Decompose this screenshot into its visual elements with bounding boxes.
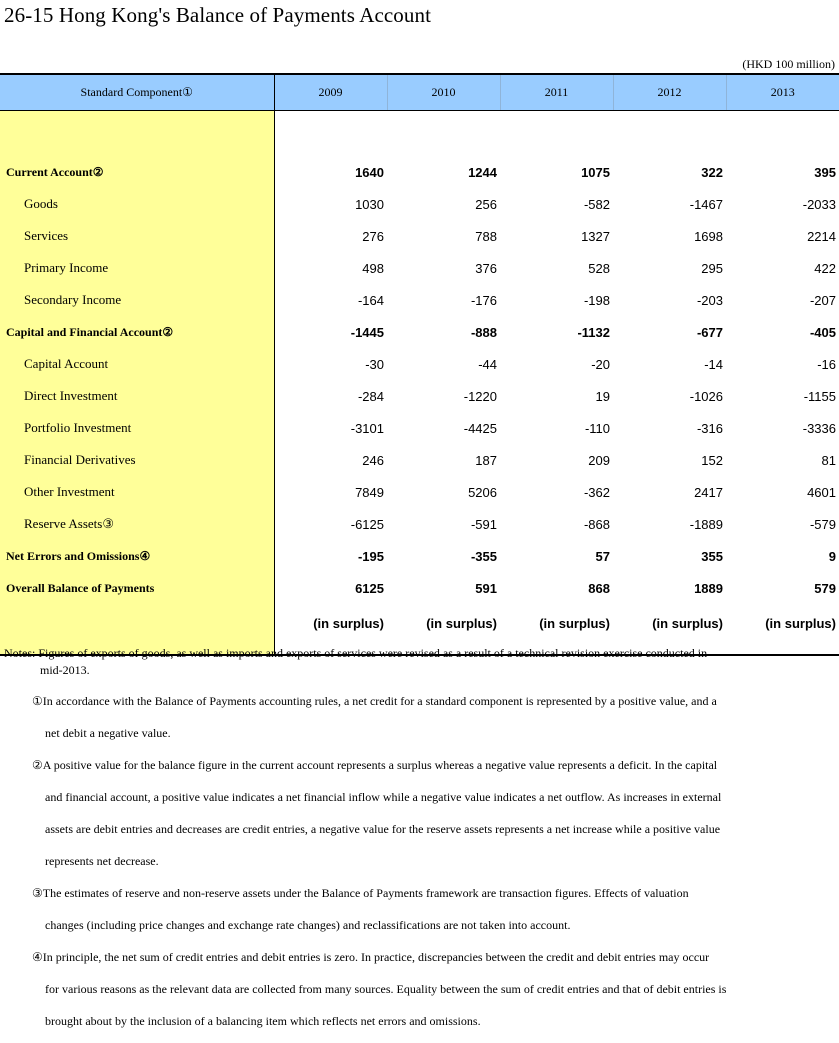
cell-value: -355 — [470, 548, 497, 564]
cell-value: -30 — [365, 356, 384, 372]
table-row — [0, 444, 839, 476]
row-label-primary-income: Primary Income — [0, 252, 274, 284]
cell-value: 81 — [821, 452, 836, 468]
note-4: ④In principle, the net sum of credit entries and debit entries is zero. In practice, discrepancies between the credit and debit entries may occur — [32, 950, 710, 964]
cell-value: -405 — [809, 324, 836, 340]
cell-value: 355 — [701, 548, 723, 564]
cell-value: 295 — [701, 260, 723, 276]
row-label-net-errors-omissions: Net Errors and Omissions④ — [0, 540, 274, 572]
surplus-note: (in surplus) — [726, 604, 839, 655]
cell-value: -362 — [583, 484, 610, 500]
cell-value: -16 — [817, 356, 836, 372]
header-year-2012: 2012 — [613, 74, 726, 111]
cell-value: 591 — [475, 580, 497, 596]
surplus-note: (in surplus) — [500, 604, 613, 655]
surplus-note: (in surplus) — [613, 604, 726, 655]
cell-value: 498 — [362, 260, 384, 276]
cell-value: 1075 — [581, 164, 610, 180]
note-4-cont: for various reasons as the relevant data are collected from many sources. Equality between the sum of credit entries and that of debit entries is — [45, 982, 727, 996]
cell-value: -316 — [696, 420, 723, 436]
cell-value: -203 — [696, 292, 723, 308]
surplus-note: (in surplus) — [387, 604, 500, 655]
note-4-cont: brought about by the inclusion of a balancing item which reflects net errors and omissions. — [45, 1014, 481, 1028]
cell-value: 1698 — [694, 228, 723, 244]
unit-label: (HKD 100 million) — [742, 57, 835, 71]
cell-value: 1640 — [355, 164, 384, 180]
cell-value: -6125 — [350, 516, 384, 532]
table-row — [0, 412, 839, 444]
header-year-2010: 2010 — [387, 74, 500, 111]
cell-value: -1026 — [689, 388, 723, 404]
cell-value: -2033 — [802, 196, 836, 212]
cell-value: 1889 — [694, 580, 723, 596]
row-label-direct-investment: Direct Investment — [0, 380, 274, 412]
row-label-services: Services — [0, 220, 274, 252]
header-year-2013: 2013 — [726, 74, 839, 111]
cell-value: 868 — [588, 580, 610, 596]
cell-value: 7849 — [355, 484, 384, 500]
cell-value: 6125 — [355, 580, 384, 596]
table-row — [0, 508, 839, 540]
cell-value: 276 — [362, 228, 384, 244]
cell-value: -1445 — [350, 324, 384, 340]
cell-value: 2214 — [807, 228, 836, 244]
cell-value: 528 — [588, 260, 610, 276]
row-label-portfolio-investment: Portfolio Investment — [0, 412, 274, 444]
table-row — [0, 220, 839, 252]
note-general: Notes: Figures of exports of goods, as well as imports and exports of services were revised as a result of a technical revision exercise conducted in — [4, 646, 708, 660]
cell-value: -207 — [809, 292, 836, 308]
note-2-cont: assets are debit entries and decreases are credit entries, a negative value for the reserve assets represents a net increase while a positive value — [45, 822, 721, 836]
balance-of-payments-table — [0, 73, 839, 656]
table-row — [0, 284, 839, 316]
note-1: ①In accordance with the Balance of Payments accounting rules, a net credit for a standard component is represented by a positive value, and a — [32, 694, 717, 708]
cell-value: 579 — [814, 580, 836, 596]
cell-value: -1132 — [577, 324, 610, 340]
cell-value: -4425 — [463, 420, 497, 436]
cell-value: -284 — [357, 388, 384, 404]
cell-value: -110 — [584, 420, 610, 436]
cell-value: 2417 — [694, 484, 723, 500]
cell-value: 57 — [595, 548, 610, 564]
cell-value: -888 — [470, 324, 497, 340]
table-row — [0, 252, 839, 284]
note-3: ③The estimates of reserve and non-reserve assets under the Balance of Payments framework are transaction figures. Effects of valuation — [32, 886, 689, 900]
header-year-2009: 2009 — [274, 74, 387, 111]
cell-value: 1327 — [581, 228, 610, 244]
cell-value: -591 — [470, 516, 497, 532]
cell-value: 9 — [828, 548, 836, 564]
table-row — [0, 540, 839, 572]
cell-value: 788 — [475, 228, 497, 244]
table-row — [0, 348, 839, 380]
cell-value: -1467 — [689, 196, 723, 212]
table-row — [0, 188, 839, 220]
row-label-goods: Goods — [0, 188, 274, 220]
cell-value: -579 — [809, 516, 836, 532]
cell-value: -677 — [696, 324, 723, 340]
cell-value: 1244 — [468, 164, 497, 180]
cell-value: 322 — [701, 164, 723, 180]
cell-value: 422 — [814, 260, 836, 276]
note-2-cont: and financial account, a positive value indicates a net financial inflow while a negative value indicates a net outflow. As increases in external — [45, 790, 722, 804]
cell-value: 395 — [814, 164, 836, 180]
cell-value: 5206 — [468, 484, 497, 500]
table-row — [0, 156, 839, 188]
spacer-row — [0, 111, 839, 157]
cell-value: -14 — [704, 356, 723, 372]
note-2: ②A positive value for the balance figure in the current account represents a surplus whereas a negative value represents a deficit. In the capital — [32, 758, 718, 772]
table-row — [0, 316, 839, 348]
note-3-cont: changes (including price changes and exchange rate changes) and reclassifications are not taken into account. — [45, 918, 571, 932]
cell-value: -582 — [583, 196, 610, 212]
cell-value: -3336 — [802, 420, 836, 436]
header-year-2011: 2011 — [500, 74, 613, 111]
row-label-overall-balance: Overall Balance of Payments — [0, 572, 274, 604]
notes-section — [4, 642, 834, 1037]
spacer-label — [0, 111, 274, 157]
row-label-capital-financial-account: Capital and Financial Account② — [0, 316, 274, 348]
cell-value: 152 — [701, 452, 723, 468]
cell-value: 256 — [475, 196, 497, 212]
header-row — [0, 74, 839, 111]
cell-value: -3101 — [350, 420, 384, 436]
table-row — [0, 572, 839, 604]
cell-value: 209 — [588, 452, 610, 468]
row-label-capital-account: Capital Account — [0, 348, 274, 380]
table-row — [0, 476, 839, 508]
cell-value: 376 — [475, 260, 497, 276]
page-title: 26-15 Hong Kong's Balance of Payments Account — [4, 3, 432, 27]
cell-value: -176 — [470, 292, 497, 308]
cell-value: -198 — [583, 292, 610, 308]
cell-value: -195 — [357, 548, 384, 564]
cell-value: 246 — [362, 452, 384, 468]
row-label-reserve-assets: Reserve Assets③ — [0, 508, 274, 540]
surplus-note: (in surplus) — [274, 604, 387, 655]
cell-value: 4601 — [807, 484, 836, 500]
cell-value: 1030 — [355, 196, 384, 212]
cell-value: -164 — [357, 292, 384, 308]
cell-value: -1889 — [689, 516, 723, 532]
row-label-current-account: Current Account② — [0, 156, 274, 188]
cell-value: -868 — [583, 516, 610, 532]
cell-value: 187 — [475, 452, 497, 468]
cell-value: 19 — [595, 388, 610, 404]
note-general-cont: mid-2013. — [40, 663, 90, 677]
row-label-secondary-income: Secondary Income — [0, 284, 274, 316]
note-2-cont: represents net decrease. — [45, 854, 159, 868]
cell-value: -1155 — [803, 388, 836, 404]
row-label-other-investment: Other Investment — [0, 476, 274, 508]
cell-value: -20 — [591, 356, 610, 372]
cell-value: -1220 — [463, 388, 497, 404]
header-standard-component: Standard Component① — [0, 74, 274, 111]
cell-value: -44 — [478, 356, 497, 372]
row-label-financial-derivatives: Financial Derivatives — [0, 444, 274, 476]
table-row — [0, 380, 839, 412]
note-1-cont: net debit a negative value. — [45, 726, 171, 740]
